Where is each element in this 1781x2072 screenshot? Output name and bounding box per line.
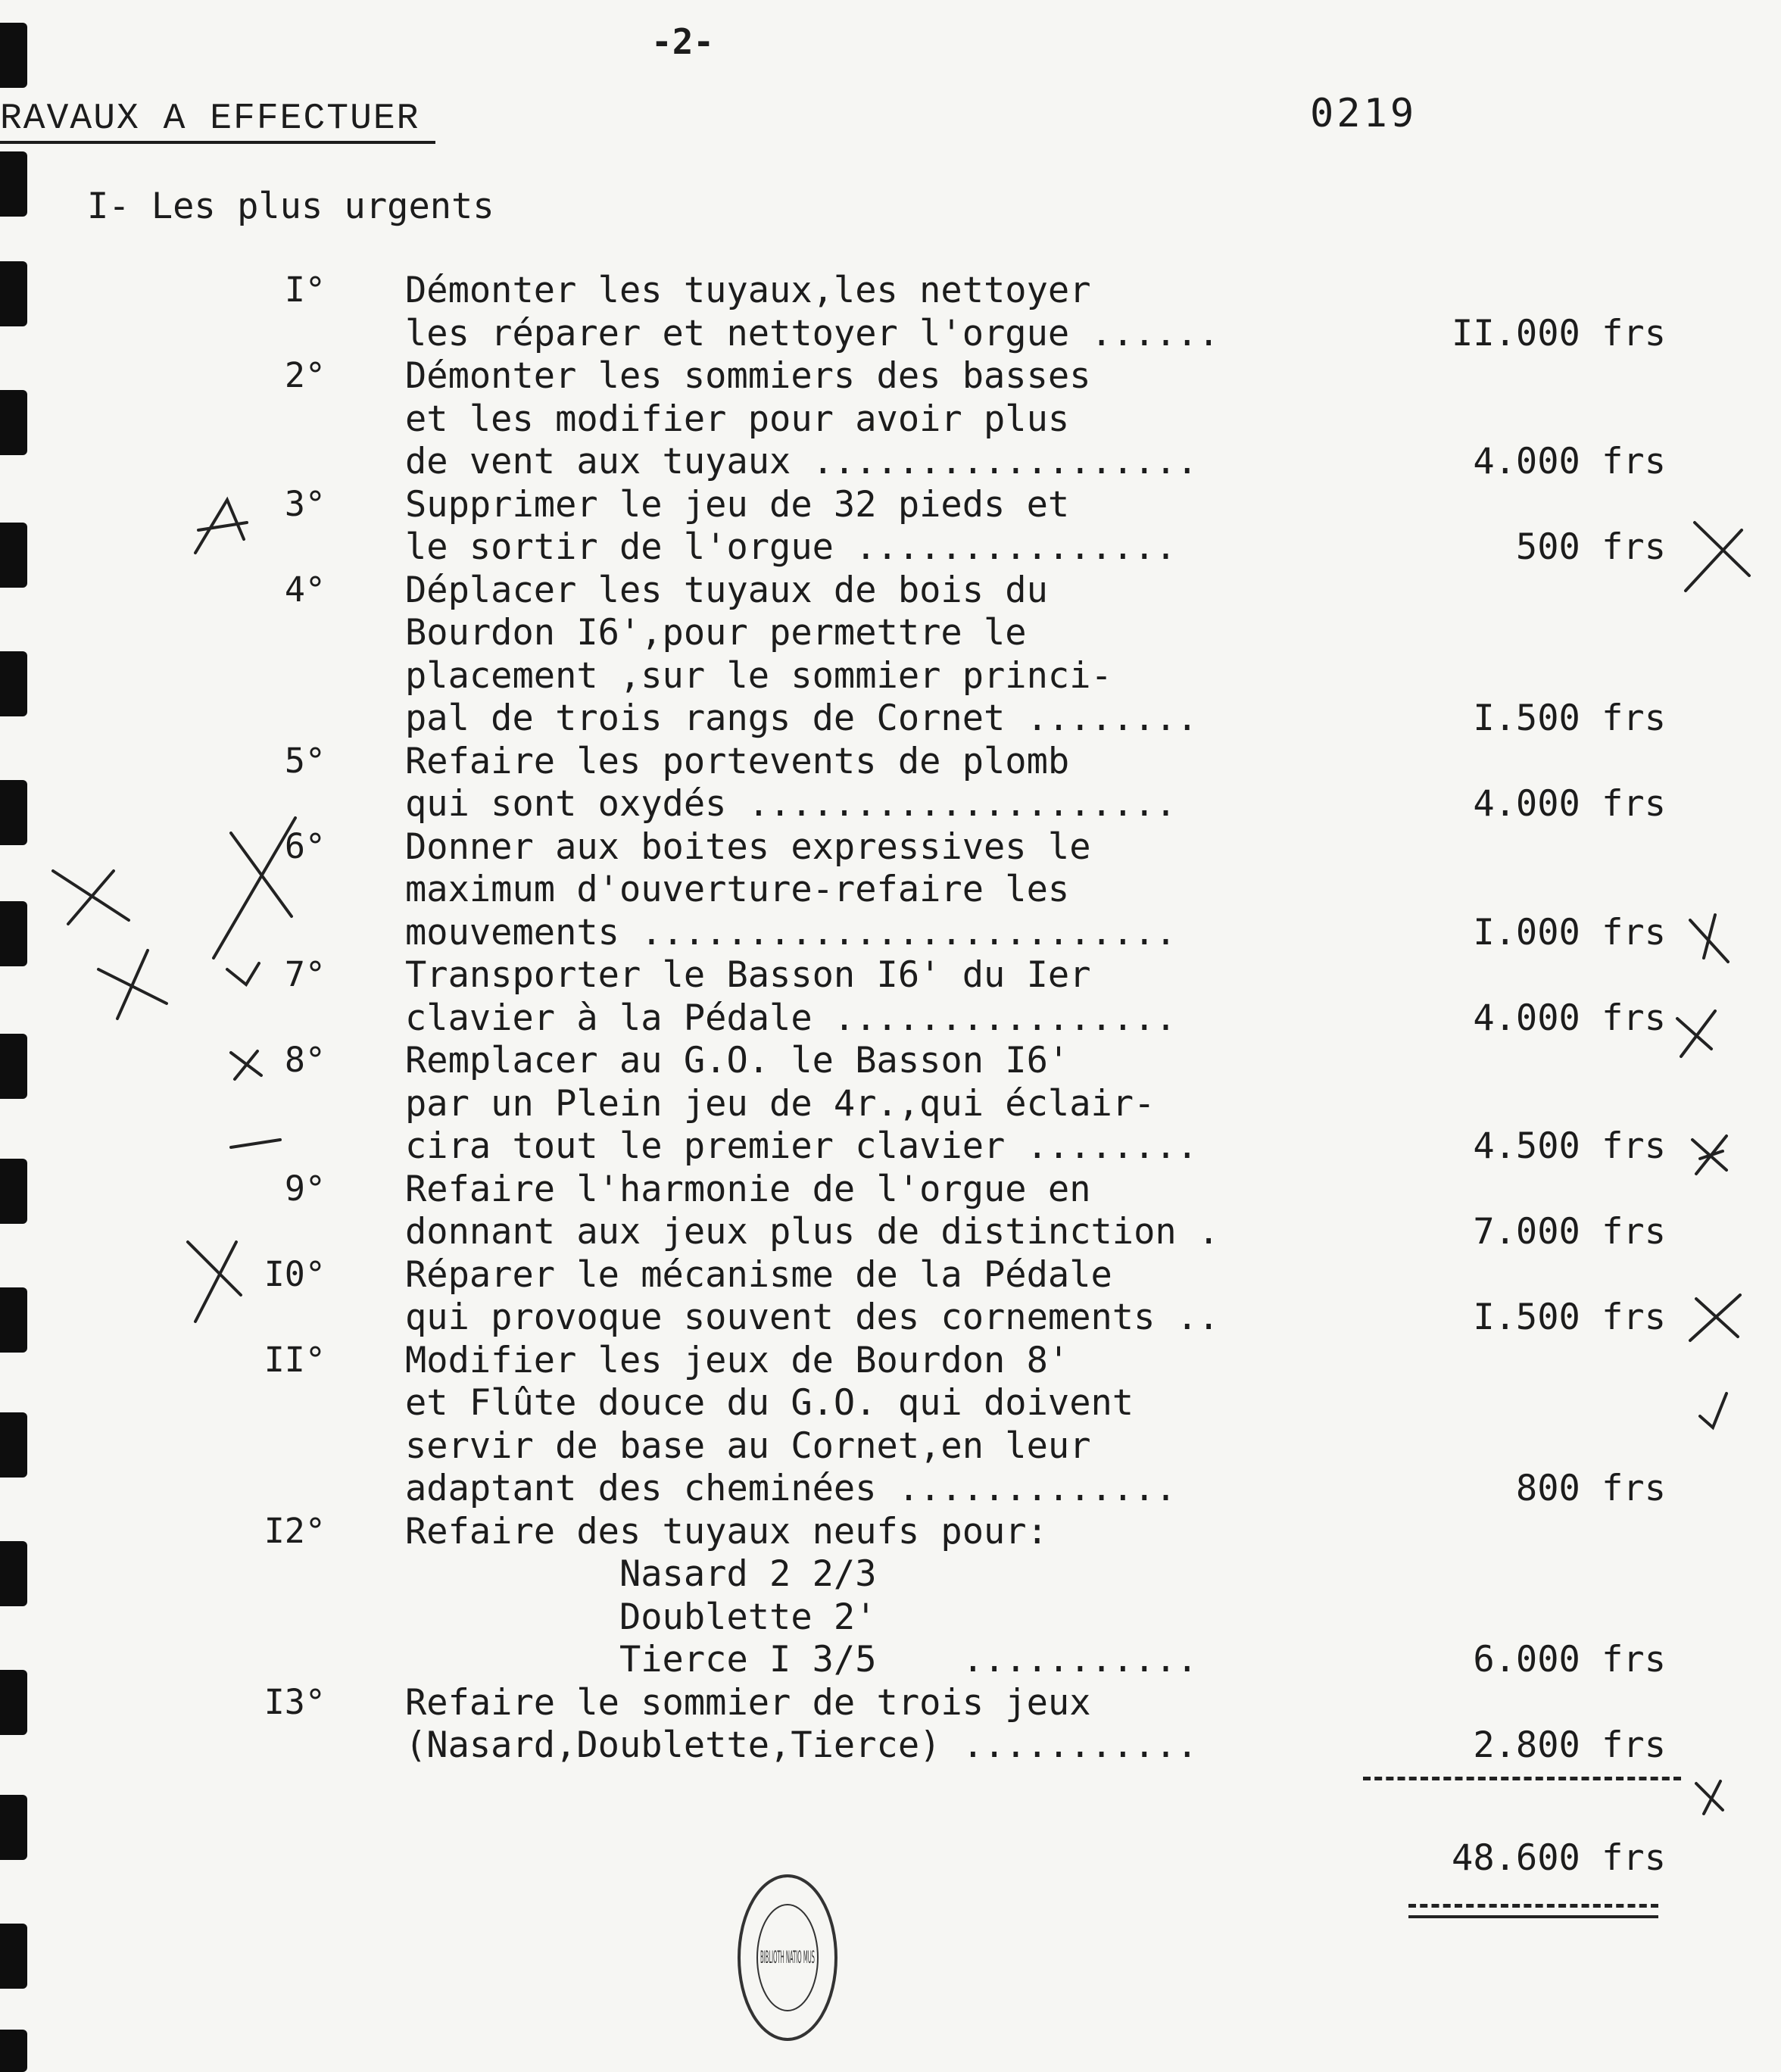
item-description-line: qui provoque souvent des cornements .. [405, 1297, 1220, 1338]
item-amount: 2.800 frs [1473, 1724, 1666, 1766]
item-number: 5° [284, 740, 326, 781]
item-description-line: donnant aux jeux plus de distinction . [405, 1211, 1220, 1253]
item-amount: 7.000 frs [1473, 1211, 1666, 1253]
item-amount: II.000 frs [1452, 312, 1666, 354]
item-amount: 4.000 frs [1473, 997, 1666, 1039]
binding-hole [0, 1924, 27, 1989]
item-description-line: et Flûte douce du G.O. qui doivent [405, 1382, 1134, 1424]
item-amount: I.000 frs [1473, 911, 1666, 953]
item-description-line: le sortir de l'orgue ............... [405, 526, 1177, 568]
binding-hole [0, 23, 27, 88]
document-number: 0219 [1310, 91, 1418, 136]
total-double-underline [1408, 1904, 1658, 1918]
item-amount: 6.000 frs [1473, 1639, 1666, 1680]
item-description-line: et les modifier pour avoir plus [405, 398, 1070, 440]
item-description-line: (Nasard,Doublette,Tierce) ........... [405, 1724, 1198, 1766]
item-description-line: placement ,sur le sommier princi- [405, 654, 1112, 697]
total-amount: 48.600 frs [1452, 1837, 1666, 1879]
item-description-line: Modifier les jeux de Bourdon 8' [405, 1339, 1070, 1381]
item-number: I0° [264, 1253, 326, 1294]
item-description-line: les réparer et nettoyer l'orgue ...... [405, 312, 1220, 354]
library-stamp [735, 1871, 841, 2045]
item-description-line: Refaire le sommier de trois jeux [405, 1681, 1091, 1724]
handwritten-x-mark [1692, 1136, 1726, 1174]
item-amount: 4.000 frs [1473, 783, 1666, 825]
item-description-line: Déplacer les tuyaux de bois du [405, 569, 1048, 611]
page-header: RAVAUX A EFFECTUER [0, 98, 435, 144]
handwritten-tick-mark [1700, 1393, 1726, 1428]
handwritten-x-mark [1690, 1295, 1740, 1340]
total-separator [1363, 1777, 1681, 1780]
handwritten-x-mark [53, 871, 129, 924]
handwritten-x-mark [1690, 915, 1728, 962]
item-description-line: maximum d'ouverture-refaire les [405, 869, 1070, 910]
binding-hole [0, 1034, 27, 1099]
item-amount: 4.000 frs [1473, 441, 1666, 482]
handwritten-x-mark [1686, 523, 1749, 591]
item-number: 2° [284, 355, 326, 395]
handwritten-x-mark [1696, 1781, 1723, 1814]
handwritten-a-mark [195, 500, 247, 553]
binding-hole [0, 901, 27, 966]
item-amount: I.500 frs [1473, 697, 1666, 739]
item-description-line: cira tout le premier clavier ........ [405, 1125, 1198, 1167]
section-title: I- Les plus urgents [87, 186, 494, 227]
item-description-line: Donner aux boites expressives le [405, 825, 1091, 868]
handwritten-x-mark [1677, 1011, 1715, 1056]
item-description-line: servir de base au Cornet,en leur [405, 1424, 1091, 1467]
item-description-line: Doublette 2' [405, 1596, 877, 1638]
item-description-line: qui sont oxydés .................... [405, 783, 1177, 825]
item-description-line: Remplacer au G.O. le Basson I6' [405, 1040, 1070, 1081]
item-number: 4° [284, 569, 326, 610]
item-number: II° [264, 1339, 326, 1380]
handwritten-x-mark [231, 1051, 261, 1079]
item-description-line: Démonter les sommiers des basses [405, 355, 1091, 397]
item-description-line: de vent aux tuyaux .................. [405, 441, 1198, 482]
item-description-line: Démonter les tuyaux,les nettoyer [405, 270, 1091, 311]
binding-hole [0, 1541, 27, 1606]
page-number: -2- [651, 21, 715, 62]
binding-hole [0, 1670, 27, 1735]
item-amount: 500 frs [1515, 526, 1666, 568]
item-description-line: Refaire les portevents de plomb [405, 740, 1070, 782]
stamp-text: BIBLIOTH NATIO MUS [760, 1949, 815, 1967]
handwritten-x-mark [98, 950, 167, 1019]
binding-hole [0, 1412, 27, 1478]
item-description-line: adaptant des cheminées ............. [405, 1468, 1177, 1509]
item-number: I3° [264, 1681, 326, 1722]
item-description-line: par un Plein jeu de 4r.,qui éclair- [405, 1082, 1156, 1125]
handwritten-tick-mark [227, 963, 259, 985]
item-description-line: Refaire des tuyaux neufs pour: [405, 1510, 1048, 1552]
item-description-line: pal de trois rangs de Cornet ........ [405, 697, 1198, 739]
binding-hole [0, 1795, 27, 1860]
item-description-line: Réparer le mécanisme de la Pédale [405, 1253, 1112, 1296]
item-description-line: Tierce I 3/5 ........... [405, 1639, 1198, 1680]
binding-hole [0, 651, 27, 716]
item-description-line: mouvements ......................... [405, 911, 1177, 953]
item-description-line: Supprimer le jeu de 32 pieds et [405, 483, 1070, 526]
item-amount: 800 frs [1515, 1468, 1666, 1509]
item-number: 7° [284, 954, 326, 994]
binding-hole [0, 780, 27, 845]
binding-hole [0, 1159, 27, 1224]
item-description-line: Nasard 2 2/3 [405, 1553, 877, 1595]
item-number: I° [284, 270, 326, 310]
item-description-line: Bourdon I6',pour permettre le [405, 612, 1027, 654]
item-description-line: Transporter le Basson I6' du Ier [405, 954, 1091, 996]
item-number: 8° [284, 1040, 326, 1080]
item-number: I2° [264, 1510, 326, 1551]
item-description-line: Refaire l'harmonie de l'orgue en [405, 1168, 1091, 1210]
item-description-line: clavier à la Pédale ................ [405, 997, 1177, 1039]
handwritten-x-mark [188, 1242, 241, 1322]
binding-hole [0, 151, 27, 217]
item-amount: 4.500 frs [1473, 1125, 1666, 1167]
handwritten-dash-mark [231, 1140, 280, 1147]
binding-hole [0, 2030, 27, 2072]
item-number: 9° [284, 1168, 326, 1209]
item-amount: I.500 frs [1473, 1297, 1666, 1338]
binding-hole [0, 523, 27, 588]
binding-hole [0, 261, 27, 326]
item-number: 3° [284, 483, 326, 524]
binding-hole [0, 1287, 27, 1353]
binding-hole [0, 390, 27, 455]
item-number: 6° [284, 825, 326, 866]
